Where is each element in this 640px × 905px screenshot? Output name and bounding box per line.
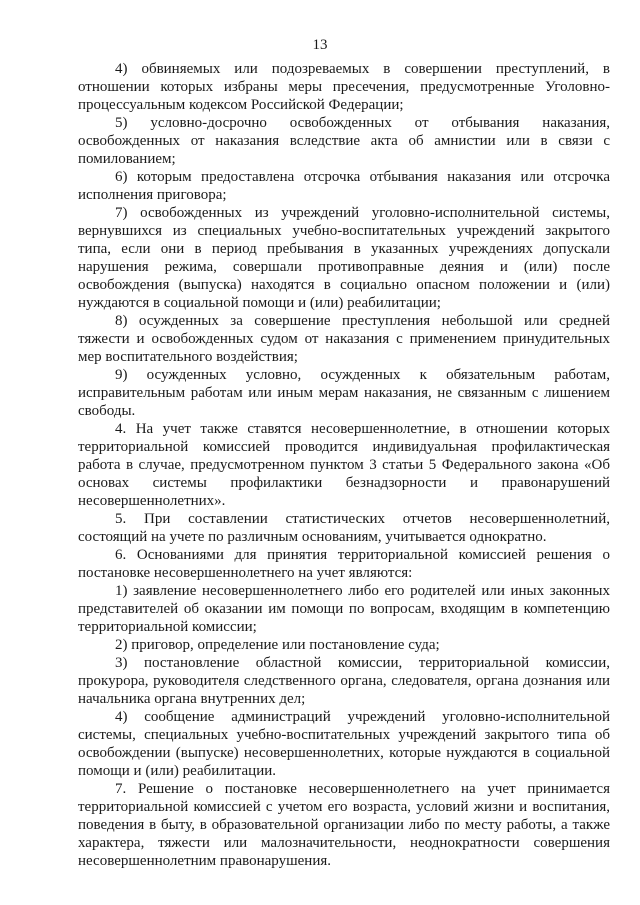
grounds-item-2-court: 2) приговор, определение или постановление суда; <box>115 637 440 653</box>
clause-6-grounds: 6. Основаниями для принятия территориальной комиссией решения о постановке несовершеннолетнего на учет являются: <box>78 547 610 581</box>
list-item-6-deferral: 6) которым предоставлена отсрочка отбывания наказания или отсрочка исполнения приговора; <box>78 169 610 203</box>
list-item-9-conditional: 9) осужденных условно, осужденных к обязательным работам, исправительным работам или иным мерам наказания, не связанным с лишением свободы. <box>78 367 610 419</box>
grounds-item-3-resolution: 3) постановление областной комиссии, территориальной комиссии, прокурора, руководителя следственного органа, следователя, органа дознания или начальника органа внутренних дел; <box>78 655 610 707</box>
page-number: 13 <box>312 37 328 53</box>
document-body <box>78 60 610 870</box>
list-item-4-accused: 4) обвиняемых или подозреваемых в совершении преступлений, в отношении которых избраны меры пресечения, предусмотренные Уголовно-процессуальным кодексом Российской Федерации; <box>78 61 610 113</box>
list-item-8-convicted-minor: 8) осужденных за совершение преступления небольшой или средней тяжести и освобожденных судом от наказания с применением принудительных мер воспитательного воздействия; <box>78 313 610 365</box>
grounds-item-4-notice: 4) сообщение администраций учреждений уголовно-исполнительной системы, специальных учебно-воспитательных учреждений закрытого типа об освобождении (выпуске) несовершеннолетних, которые нуждаются в социальной помощи и (или) реабилитации. <box>78 709 610 779</box>
list-item-7-released: 7) освобожденных из учреждений уголовно-исполнительной системы, вернувшихся из специальных учебно-воспитательных учреждений закрытого типа, если они в период пребывания в указанных учреждениях допускали нарушения режима, совершали противоправные деяния и (или) после освобождения (выпуска) находятся в социально опасном положении и (или) нуждаются в социальной помощи и (или) реабилитации; <box>78 205 610 311</box>
list-item-5-parole: 5) условно-досрочно освобожденных от отбывания наказания, освобожденных от наказания вследствие акта об амнистии или в связи с помилованием; <box>78 115 610 167</box>
grounds-item-1-application: 1) заявление несовершеннолетнего либо его родителей или иных законных представителей об оказании им помощи по вопросам, входящим в компетенцию территориальной комиссии; <box>78 583 610 635</box>
clause-4-registration: 4. На учет также ставятся несовершеннолетние, в отношении которых территориальной комиссией проводится индивидуальная профилактическая работа в случае, предусмотренном пунктом 3 статьи 5 Федерального закона «Об основах системы профилактики безнадзорности и правонарушений несовершеннолетних». <box>78 421 610 509</box>
clause-7-decision: 7. Решение о постановке несовершеннолетнего на учет принимается территориальной комиссией с учетом его возраста, условий жизни и воспитания, поведения в быту, в образовательной организации либо по месту работы, а также характера, тяжести или малозначительности, неоднократности совершения несовершеннолетним правонарушения. <box>78 781 610 869</box>
clause-5-statistics: 5. При составлении статистических отчетов несовершеннолетний, состоящий на учете по различным основаниям, учитывается однократно. <box>78 511 610 545</box>
